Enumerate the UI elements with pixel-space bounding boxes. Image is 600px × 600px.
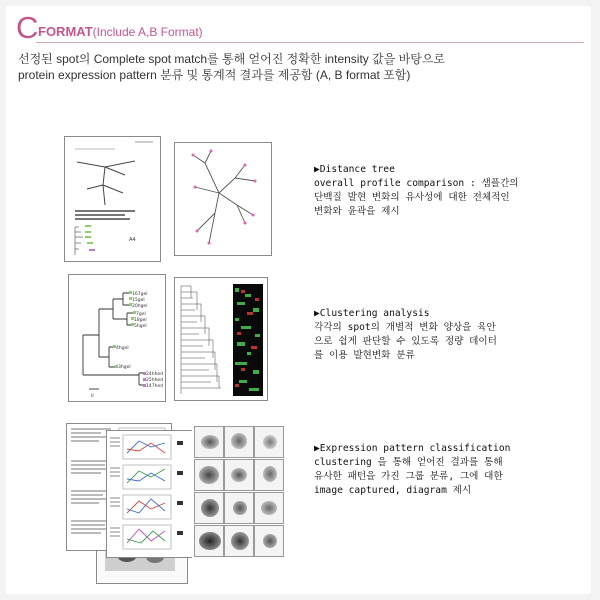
format-subtitle: (Include A,B Format) — [92, 25, 203, 39]
radial-tree-graphic — [175, 143, 271, 255]
page — [6, 6, 591, 594]
expression-line-2: 유사한 패턴을 가진 그룹 분류, 그에 대한 — [314, 471, 503, 482]
dendro-label-8: 3hgel — [118, 365, 131, 370]
dendro-label-1: 167gel — [132, 292, 148, 297]
distance-tree-image — [174, 142, 272, 256]
clustering-line-2: 으로 쉽게 판단할 수 있도록 정량 데이터 — [314, 336, 497, 347]
clustering-line-3: 를 이용 발현변화 분류 — [314, 350, 415, 361]
dendro-label-6: 5hgel — [134, 324, 147, 329]
spot-image-12 — [254, 525, 284, 557]
expression-report-mid-image — [106, 430, 194, 558]
intro-line-2: protein expression pattern 분류 및 통계적 결과를 제공함 (A, B format 포함) — [18, 68, 411, 82]
spot-image-6 — [254, 459, 284, 491]
section-title — [38, 24, 203, 39]
spot-image-5 — [224, 459, 254, 491]
clustering-description — [314, 307, 589, 363]
header-rule — [36, 42, 584, 43]
expression-title: ▶Expression pattern classification — [314, 443, 511, 454]
expression-line-1: clustering 을 통해 얻어진 결과를 통해 — [314, 457, 503, 468]
distance-tree-report-image — [64, 136, 161, 262]
dendro-label-5: 18gel — [134, 318, 147, 323]
spot-image-7 — [194, 492, 224, 524]
dendro-label-3: 20hgel — [132, 304, 148, 309]
dendro-label-11: 147hed — [146, 384, 164, 389]
report-charts-graphic-2 — [107, 431, 193, 557]
spot-image-10 — [194, 525, 224, 557]
distance-tree-line-3: 변화와 윤곽을 제시 — [314, 206, 400, 217]
distance-tree-description — [314, 163, 589, 219]
report-thumbnail — [65, 137, 160, 261]
spot-image-9 — [254, 492, 284, 524]
spot-image-3 — [254, 426, 284, 458]
intro-text — [18, 51, 578, 83]
svg-text:A4: A4 — [129, 237, 136, 243]
clustering-line-1: 각각의 spot의 개별적 변화 양상을 육안 — [314, 322, 496, 333]
spot-image-8 — [224, 492, 254, 524]
dendrogram-graphic — [69, 275, 165, 401]
dendro-scale-label: II — [91, 394, 94, 399]
heatmap-graphic — [175, 278, 267, 400]
format-label: FORMAT — [38, 24, 93, 39]
clustering-title: ▶Clustering analysis — [314, 308, 430, 319]
expression-line-3: image captured, diagram 제시 — [314, 485, 472, 496]
dendrogram-image — [68, 274, 166, 402]
dendro-label-7: 4hgel — [116, 346, 129, 351]
distance-tree-title: ▶Distance tree — [314, 164, 395, 175]
spot-images-grid — [192, 426, 284, 562]
heatmap-image — [174, 277, 268, 401]
spot-image-2 — [224, 426, 254, 458]
dendro-label-10: 25hhed — [146, 378, 164, 383]
dendro-label-4: 7gel — [136, 312, 146, 317]
dendro-label-2: 15gel — [132, 298, 145, 303]
expression-description — [314, 442, 589, 498]
section-letter: C — [16, 10, 39, 45]
intro-line-1: 선정된 spot의 Complete spot match를 통해 얻어진 정확한 intensity 값을 바탕으로 — [18, 52, 446, 66]
dendro-label-9: 24hhed — [146, 372, 164, 377]
distance-tree-line-1: overall profile comparison : 샘플간의 — [314, 178, 519, 189]
spot-image-11 — [224, 525, 254, 557]
distance-tree-line-2: 단백질 발현 변화의 유사성에 대한 전체적인 — [314, 192, 510, 203]
spot-image-4 — [194, 459, 224, 491]
spot-image-1 — [194, 426, 224, 458]
